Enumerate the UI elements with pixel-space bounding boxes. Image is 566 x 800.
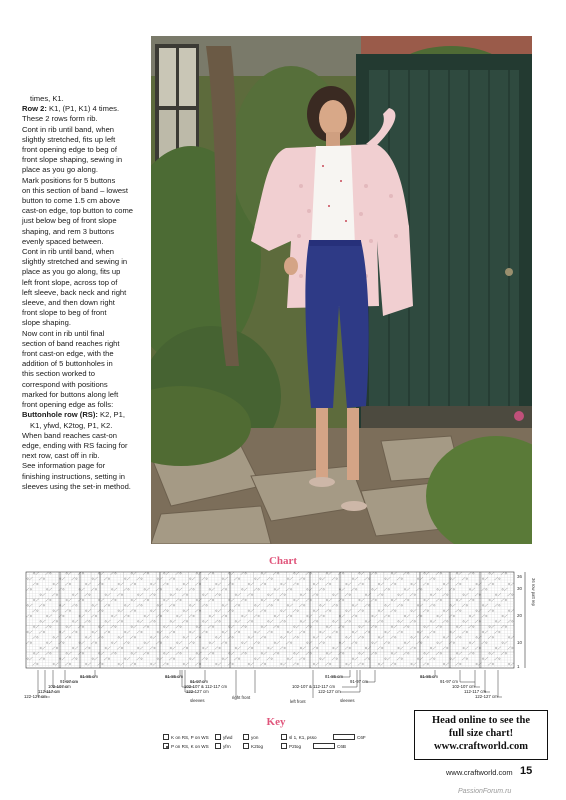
instruction-line: K1, yfwd, K2tog, P1, K2.: [30, 420, 113, 430]
size-label: 122-127 cm: [24, 694, 47, 699]
instruction-line: marked for buttons along left: [22, 389, 119, 399]
size-label: 91-97 cm: [60, 679, 78, 684]
size-label: 91-97 cm: [350, 679, 368, 684]
instruction-line: front slope to beg of front: [22, 308, 107, 318]
model-photo-illustration: [151, 36, 532, 544]
instruction-line: edge, ending with RS facing for: [22, 440, 128, 450]
instruction-line: evenly spaced between.: [22, 236, 104, 246]
promo-line: full size chart!: [448, 728, 514, 739]
size-label: 122-127 cm: [186, 689, 209, 694]
size-label: 102-107 cm: [48, 684, 71, 689]
instruction-line: sleeves using the set-in method.: [22, 481, 131, 491]
size-label: 112-117 cm: [464, 689, 487, 694]
promo-link[interactable]: www.craftworld.com: [434, 741, 528, 752]
key-item: [243, 743, 263, 749]
size-label: 81-86 cm: [165, 674, 183, 679]
instruction-line: Mark positions for 5 buttons: [22, 175, 116, 185]
key-label: C6F: [357, 734, 366, 740]
buttonhole-label: Buttonhole row (RS):: [22, 410, 98, 420]
model-photo: [151, 36, 532, 544]
key-label: yfwd: [223, 734, 233, 740]
key-label: P on RS, K on WS: [171, 743, 209, 749]
instruction-line: See information page for: [22, 461, 106, 471]
size-label: 102-107 cm: [452, 684, 475, 689]
instruction-line: Now cont in rib until final: [22, 328, 105, 338]
pattern-instructions: [22, 94, 144, 492]
key-symbol: [281, 743, 287, 749]
key-symbol: [215, 743, 221, 749]
size-label: 112-117 cm: [38, 689, 61, 694]
instruction-line: When band reaches cast-on: [22, 430, 117, 440]
key-label: yon: [251, 734, 259, 740]
instruction-line: These 2 rows form rib.: [22, 114, 98, 124]
key-item: [313, 743, 346, 749]
instruction-line: this section worked to: [22, 369, 96, 379]
chart-key: [163, 734, 403, 756]
page-number: 15: [520, 765, 533, 777]
instruction-line: finishing instructions, setting in: [22, 471, 125, 481]
key-symbol: [215, 734, 221, 740]
left-front-label: left front: [290, 699, 306, 704]
instruction-line: sleeve, and then down right: [22, 298, 115, 308]
key-label: sl 1, K1, psso: [289, 734, 317, 740]
instruction-line: left front slope, across top of: [22, 277, 118, 287]
instruction-line: cast-on edge, top button to come: [22, 206, 134, 216]
key-item: [333, 734, 366, 740]
size-label: 102-107 & 112-117 cm: [292, 684, 336, 689]
size-label: 81-86 cm: [80, 674, 98, 679]
size-label: 122-127 cm: [475, 694, 498, 699]
instruction-row2: [22, 104, 144, 114]
buttonhole-text: K2, P1,: [97, 410, 125, 420]
key-symbol: [163, 743, 169, 749]
key-item: [215, 743, 231, 749]
instruction-buttonhole: [22, 410, 144, 420]
rows-repeat-label: 36 row patt rep: [531, 578, 536, 606]
right-front-label: right front: [232, 695, 251, 700]
size-label: 81-86 cm: [420, 674, 438, 679]
instruction-line: correspond with positions: [22, 379, 108, 389]
key-symbol: [333, 734, 355, 740]
size-label: 122-127 cm: [318, 689, 341, 694]
row-number: 10: [517, 640, 523, 645]
key-label: K on RS, P on WS: [171, 734, 209, 740]
size-label: 102-107 & 112-117 cm: [184, 684, 228, 689]
key-label: yfrn: [223, 743, 231, 749]
row-number: 30: [517, 586, 523, 591]
key-label: C6B: [337, 743, 346, 749]
instruction-line: times, K1.: [30, 94, 64, 103]
row2-label: Row 2:: [22, 104, 47, 114]
key-symbol: [281, 734, 287, 740]
key-symbol: [243, 734, 249, 740]
promo-box: [414, 710, 548, 760]
key-item: [163, 734, 209, 740]
row2-text: K1, (P1, K1) 4 times.: [46, 104, 120, 114]
instruction-line: slightly stretched, fits up left: [22, 134, 116, 144]
key-item: [281, 743, 301, 749]
row-number: 1: [517, 664, 520, 669]
key-symbol: [243, 743, 249, 749]
instruction-line: just below beg of front slope: [22, 216, 117, 226]
size-label: 81-86 cm: [325, 674, 343, 679]
instruction-line: slope shaping.: [22, 318, 71, 328]
row-number: 20: [517, 613, 523, 618]
row-number: 36: [517, 574, 523, 579]
footer-site-link[interactable]: www.craftworld.com: [446, 768, 513, 777]
sleeves-label: sleeves: [190, 698, 205, 703]
key-item: [215, 734, 232, 740]
sleeves-label: sleeves: [340, 698, 355, 703]
chart-title: Chart: [268, 555, 298, 567]
instruction-line: on this section of band – lowest: [22, 185, 128, 195]
key-item: [163, 743, 209, 749]
key-symbol: [163, 734, 169, 740]
key-symbol: [313, 743, 335, 749]
knitting-chart-grid: [20, 570, 550, 705]
instruction-line: place as you go along, fits up: [22, 267, 121, 277]
key-label: P2tog: [289, 743, 302, 749]
instruction-line: Cont in rib until band, when: [22, 247, 115, 257]
key-title: Key: [266, 716, 286, 728]
instruction-line: place as you go along.: [22, 165, 98, 175]
size-label: 91-97 cm: [440, 679, 458, 684]
instruction-line: front opening edge to beg of: [22, 145, 117, 155]
knitting-chart: [20, 570, 550, 705]
key-item: [281, 734, 317, 740]
instruction-line: button to come 1.5 cm above: [22, 196, 120, 206]
instruction-line: front slope shaping, sewing in: [22, 155, 123, 165]
instruction-line: shaping, and rem 3 buttons: [22, 226, 115, 236]
promo-line: Head online to see the: [432, 715, 530, 726]
instruction-line: addition of 5 buttonholes in: [22, 359, 113, 369]
size-label: 91-97 cm: [190, 679, 208, 684]
instruction-line: slightly stretched and sewing in: [22, 257, 128, 267]
instruction-line: next row, cast off in rib.: [22, 451, 100, 461]
key-label: K2tog: [251, 743, 264, 749]
instruction-line: Cont in rib until band, when: [22, 124, 115, 134]
key-item: [243, 734, 258, 740]
watermark: PassionForum.ru: [458, 788, 512, 795]
instruction-line: front cast-on edge, with the: [22, 349, 114, 359]
instruction-line: section of band reaches right: [22, 338, 120, 348]
instruction-line: front opening edge as folls:: [22, 400, 114, 410]
instruction-line: left sleeve, back neck and right: [22, 287, 127, 297]
